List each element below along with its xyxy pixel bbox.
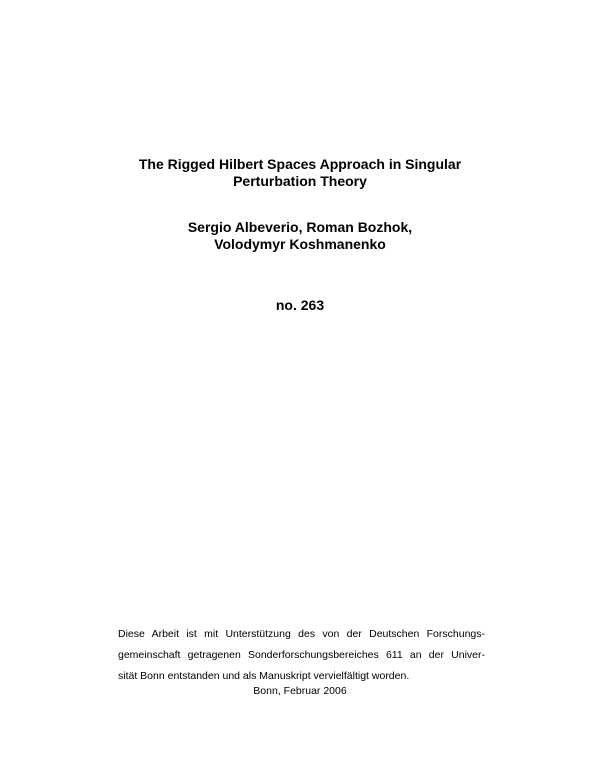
paper-title-line-1: The Rigged Hilbert Spaces Approach in Singular <box>138 156 462 172</box>
authors-line-2: Volodymyr Koshmanenko <box>214 236 386 252</box>
funding-notice-line-1: Diese Arbeit ist mit Unterstützung des von der Deutschen Forschungs- <box>118 628 485 640</box>
report-number: no. 263 <box>275 297 325 313</box>
paper-title <box>0 156 600 190</box>
authors-line-1: Sergio Albeverio, Roman Bozhok, <box>187 219 413 235</box>
paper-title-line-2: Perturbation Theory <box>233 173 367 189</box>
funding-notice <box>118 624 485 687</box>
funding-notice-line-2: gemeinschaft getragenen Sonderforschungsbereiches 611 an der Univer- <box>118 649 485 661</box>
funding-notice-line-3: sität Bonn entstanden und als Manuskript vervielfältigt worden. <box>118 670 410 682</box>
place-and-date: Bonn, Februar 2006 <box>253 685 347 697</box>
paper-authors <box>0 219 600 253</box>
